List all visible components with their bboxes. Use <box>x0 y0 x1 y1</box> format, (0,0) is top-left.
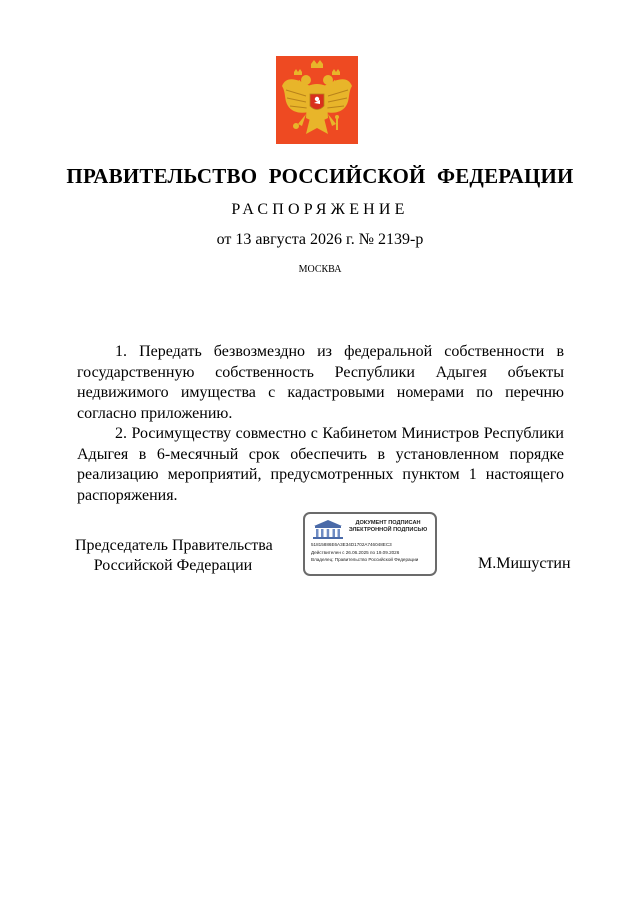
paragraph-1: 1. Передать безвозмездно из федеральной собственности в государственную собственность Республики Адыгея объекты недвижимого имущества с кадастровыми номерами по перечню согласно приложению. <box>77 343 564 422</box>
signer-position <box>75 536 271 575</box>
signer-name: М.Мишустин <box>478 555 571 572</box>
document-city: МОСКВА <box>298 264 342 275</box>
signer-position-line-1: Председатель Правительства <box>75 537 273 554</box>
paragraph-2: 2. Росимуществу совместно с Кабинетом Министров Республики Адыгея в 6-месячный срок обеспечить в установленном порядке реализацию мероприятий, предусмотренных пунктом 1 настоящего распоряжения. <box>77 425 564 504</box>
government-building-icon <box>311 518 345 540</box>
stamp-header: ДОКУМЕНТ ПОДПИСАН ЭЛЕКТРОННОЙ ПОДПИСЬЮ <box>348 520 428 533</box>
certificate-validity: Действителен с 26.06.2025 по 19.09.2026 <box>311 550 400 555</box>
coat-of-arms-icon <box>276 56 358 144</box>
electronic-signature-stamp <box>303 512 437 576</box>
document-type: РАСПОРЯЖЕНИЕ <box>231 201 409 218</box>
document-date-number: от 13 августа 2026 г. № 2139-р <box>216 231 424 248</box>
certificate-serial: 51815886E6A3E34D1702A746048EC3 <box>311 542 392 547</box>
certificate-owner: Владелец: Правительство Российской Федерации <box>311 557 419 562</box>
document-body <box>77 342 564 506</box>
government-title: ПРАВИТЕЛЬСТВО РОССИЙСКОЙ ФЕДЕРАЦИИ <box>66 164 574 188</box>
signer-position-line-2: Российской Федерации <box>93 556 253 574</box>
